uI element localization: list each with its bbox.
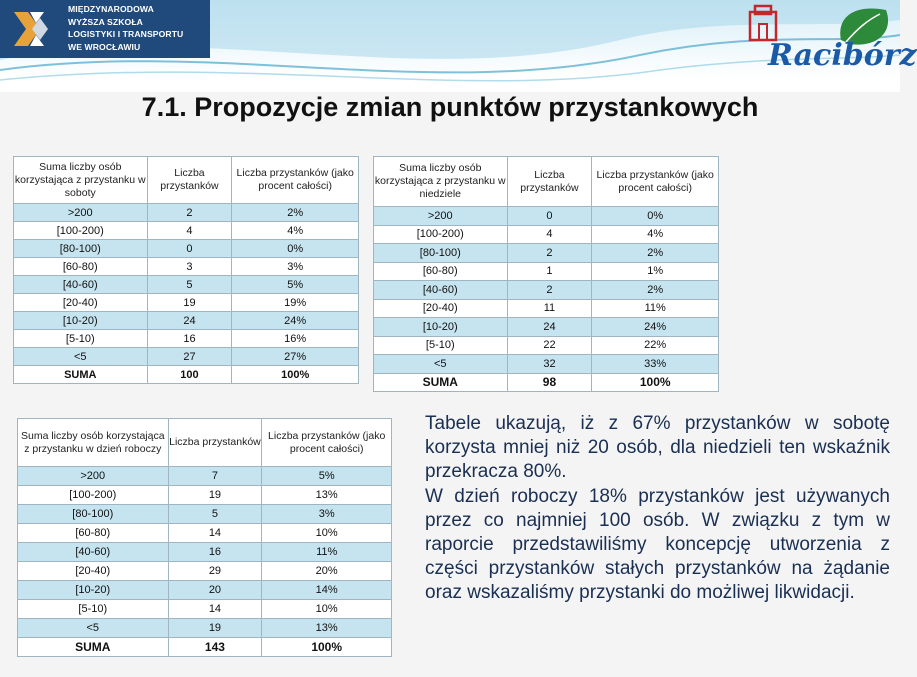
table-row bbox=[14, 312, 359, 330]
percent-cell: 5% bbox=[232, 276, 359, 294]
range-cell: [40-60) bbox=[14, 276, 148, 294]
percent-cell: 22% bbox=[592, 336, 719, 355]
percent-cell: 19% bbox=[232, 294, 359, 312]
table-row bbox=[18, 600, 392, 619]
count-cell: 2 bbox=[147, 204, 232, 222]
percent-cell: 4% bbox=[232, 222, 359, 240]
table-header: Liczba przystanków (jako procent całości) bbox=[592, 157, 719, 207]
percent-cell: 2% bbox=[592, 244, 719, 263]
table-row bbox=[374, 281, 719, 300]
percent-cell: 24% bbox=[592, 318, 719, 337]
range-cell: [5-10) bbox=[374, 336, 508, 355]
count-cell: 32 bbox=[507, 355, 592, 374]
sum-count-cell: 98 bbox=[507, 373, 592, 392]
table-row bbox=[18, 562, 392, 581]
count-cell: 24 bbox=[147, 312, 232, 330]
count-cell: 0 bbox=[147, 240, 232, 258]
sum-label-cell: SUMA bbox=[374, 373, 508, 392]
saturday-table bbox=[13, 156, 359, 384]
table-row bbox=[14, 348, 359, 366]
range-cell: [60-80) bbox=[374, 262, 508, 281]
percent-cell: 24% bbox=[232, 312, 359, 330]
sum-row bbox=[18, 638, 392, 657]
table-row bbox=[14, 222, 359, 240]
count-cell: 2 bbox=[507, 281, 592, 300]
table-row bbox=[14, 204, 359, 222]
percent-cell: 2% bbox=[592, 281, 719, 300]
table-row bbox=[374, 244, 719, 263]
count-cell: 29 bbox=[168, 562, 262, 581]
table-row bbox=[14, 240, 359, 258]
count-cell: 4 bbox=[147, 222, 232, 240]
range-cell: [100-200) bbox=[374, 225, 508, 244]
table-row bbox=[374, 336, 719, 355]
range-cell: [5-10) bbox=[18, 600, 169, 619]
table-row bbox=[14, 258, 359, 276]
count-cell: 16 bbox=[168, 543, 262, 562]
table-header: Liczba przystanków bbox=[168, 419, 262, 467]
table-row bbox=[374, 262, 719, 281]
table-row bbox=[18, 619, 392, 638]
sum-count-cell: 100 bbox=[147, 366, 232, 384]
range-cell: [60-80) bbox=[18, 524, 169, 543]
range-cell: [100-200) bbox=[14, 222, 148, 240]
range-cell: [80-100) bbox=[14, 240, 148, 258]
sunday-table bbox=[373, 156, 719, 392]
percent-cell: 10% bbox=[262, 524, 392, 543]
range-cell: >200 bbox=[14, 204, 148, 222]
percent-cell: 27% bbox=[232, 348, 359, 366]
table-header: Liczba przystanków (jako procent całości) bbox=[232, 157, 359, 204]
count-cell: 11 bbox=[507, 299, 592, 318]
table-row bbox=[18, 543, 392, 562]
percent-cell: 5% bbox=[262, 467, 392, 486]
table-row bbox=[18, 524, 392, 543]
count-cell: 3 bbox=[147, 258, 232, 276]
range-cell: >200 bbox=[18, 467, 169, 486]
percent-cell: 4% bbox=[592, 225, 719, 244]
range-cell: [40-60) bbox=[18, 543, 169, 562]
sum-count-cell: 143 bbox=[168, 638, 262, 657]
arrow-chevron-icon bbox=[12, 8, 52, 50]
summary-text bbox=[425, 412, 890, 606]
city-logo-text: Racibórz bbox=[768, 38, 917, 73]
sum-label-cell: SUMA bbox=[14, 366, 148, 384]
range-cell: [10-20) bbox=[374, 318, 508, 337]
range-cell: [20-40) bbox=[18, 562, 169, 581]
sum-row bbox=[14, 366, 359, 384]
table-row bbox=[14, 276, 359, 294]
count-cell: 20 bbox=[168, 581, 262, 600]
range-cell: [20-40) bbox=[14, 294, 148, 312]
range-cell: <5 bbox=[18, 619, 169, 638]
count-cell: 7 bbox=[168, 467, 262, 486]
percent-cell: 13% bbox=[262, 486, 392, 505]
range-cell: [10-20) bbox=[18, 581, 169, 600]
sum-percent-cell: 100% bbox=[262, 638, 392, 657]
table-row bbox=[374, 225, 719, 244]
table-row bbox=[374, 355, 719, 374]
range-cell: [5-10) bbox=[14, 330, 148, 348]
table-row bbox=[18, 486, 392, 505]
percent-cell: 11% bbox=[592, 299, 719, 318]
percent-cell: 14% bbox=[262, 581, 392, 600]
sum-row bbox=[374, 373, 719, 392]
summary-paragraph: Tabele ukazują, iż z 67% przystanków w sobotę korzysta mniej niż 20 osób, dla niedzieli ten wskaźnik przekracza 80%. bbox=[425, 413, 890, 483]
count-cell: 5 bbox=[147, 276, 232, 294]
range-cell: [10-20) bbox=[14, 312, 148, 330]
table-row bbox=[18, 505, 392, 524]
percent-cell: 16% bbox=[232, 330, 359, 348]
percent-cell: 10% bbox=[262, 600, 392, 619]
university-logo bbox=[0, 0, 210, 58]
count-cell: 14 bbox=[168, 524, 262, 543]
percent-cell: 1% bbox=[592, 262, 719, 281]
percent-cell: 3% bbox=[262, 505, 392, 524]
count-cell: 1 bbox=[507, 262, 592, 281]
table-row bbox=[374, 207, 719, 226]
percent-cell: 33% bbox=[592, 355, 719, 374]
university-logo-text: MIĘDZYNARODOWA WYŻSZA SZKOŁA LOGISTYKI I TRANSPORTU WE WROCŁAWIU bbox=[68, 4, 184, 52]
table-header: Suma liczby osób korzystająca z przystanku w dzień roboczy bbox=[18, 419, 169, 467]
range-cell: [20-40) bbox=[374, 299, 508, 318]
range-cell: [40-60) bbox=[374, 281, 508, 300]
range-cell: >200 bbox=[374, 207, 508, 226]
range-cell: [80-100) bbox=[374, 244, 508, 263]
sum-percent-cell: 100% bbox=[232, 366, 359, 384]
count-cell: 14 bbox=[168, 600, 262, 619]
percent-cell: 2% bbox=[232, 204, 359, 222]
count-cell: 4 bbox=[507, 225, 592, 244]
table-row bbox=[14, 294, 359, 312]
sum-label-cell: SUMA bbox=[18, 638, 169, 657]
percent-cell: 0% bbox=[232, 240, 359, 258]
percent-cell: 3% bbox=[232, 258, 359, 276]
table-header: Suma liczby osób korzystająca z przystanku w soboty bbox=[14, 157, 148, 204]
percent-cell: 0% bbox=[592, 207, 719, 226]
range-cell: [80-100) bbox=[18, 505, 169, 524]
table-row bbox=[374, 299, 719, 318]
table-row bbox=[374, 318, 719, 337]
count-cell: 19 bbox=[147, 294, 232, 312]
count-cell: 19 bbox=[168, 619, 262, 638]
table-header: Liczba przystanków bbox=[507, 157, 592, 207]
range-cell: <5 bbox=[14, 348, 148, 366]
percent-cell: 13% bbox=[262, 619, 392, 638]
count-cell: 5 bbox=[168, 505, 262, 524]
range-cell: [60-80) bbox=[14, 258, 148, 276]
page-title: 7.1. Propozycje zmian punktów przystankowych bbox=[141, 92, 759, 122]
range-cell: [100-200) bbox=[18, 486, 169, 505]
count-cell: 27 bbox=[147, 348, 232, 366]
count-cell: 19 bbox=[168, 486, 262, 505]
table-header: Liczba przystanków bbox=[147, 157, 232, 204]
table-row bbox=[14, 330, 359, 348]
count-cell: 2 bbox=[507, 244, 592, 263]
percent-cell: 11% bbox=[262, 543, 392, 562]
table-header: Liczba przystanków (jako procent całości) bbox=[262, 419, 392, 467]
workday-table bbox=[17, 418, 392, 657]
table-row bbox=[18, 581, 392, 600]
summary-paragraph: W dzień roboczy 18% przystanków jest używanych przez co najmniej 100 osób. W związku z tym w raporcie przedstawiliśmy koncepcję utworzenia z części przystanków stałych przystanków na żądanie oraz wskazaliśmy przystanki do możliwej likwidacji. bbox=[425, 485, 890, 604]
percent-cell: 20% bbox=[262, 562, 392, 581]
count-cell: 22 bbox=[507, 336, 592, 355]
count-cell: 16 bbox=[147, 330, 232, 348]
count-cell: 0 bbox=[507, 207, 592, 226]
sum-percent-cell: 100% bbox=[592, 373, 719, 392]
table-header: Suma liczby osób korzystająca z przystanku w niedziele bbox=[374, 157, 508, 207]
table-row bbox=[18, 467, 392, 486]
count-cell: 24 bbox=[507, 318, 592, 337]
range-cell: <5 bbox=[374, 355, 508, 374]
